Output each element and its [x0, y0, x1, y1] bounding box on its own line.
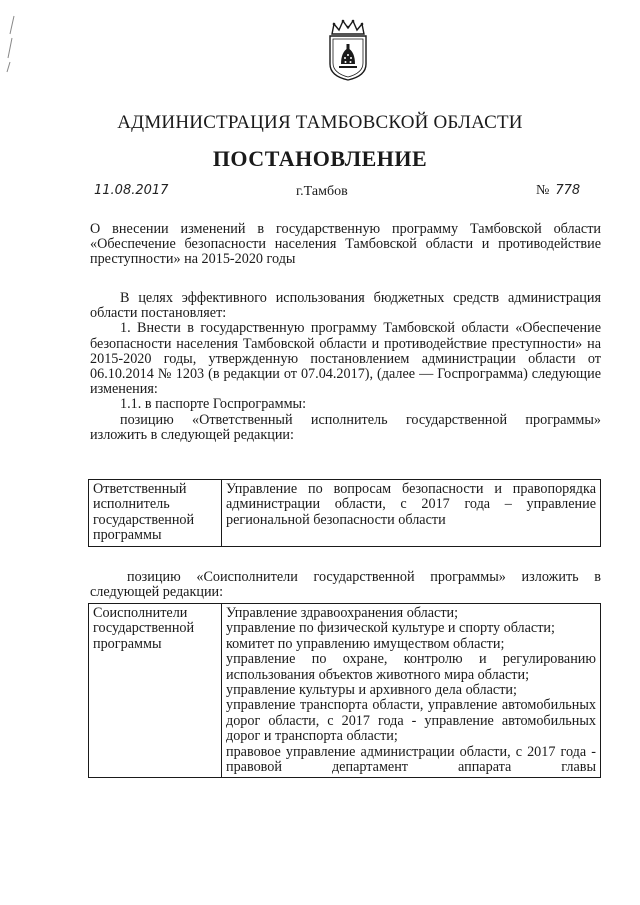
paragraph-position-2-wrap — [90, 570, 601, 600]
table-row — [89, 480, 601, 547]
paragraph-intro: В целях эффективного использования бюджетных средств администрация области постановляет: — [90, 290, 601, 322]
agency-name: АДМИНИСТРАЦИЯ ТАМБОВСКОЙ ОБЛАСТИ — [117, 112, 523, 133]
document-body — [90, 291, 601, 443]
paragraph-position-2: позицию «Соисполнители государственной программы» изложить в следующей редакции: — [90, 569, 601, 601]
number-prefix: № — [536, 183, 550, 198]
list-item: управление транспорта области, управление автомобильных дорог области, с 2017 года - управление автомобильных дорог и транспорта области; — [226, 697, 596, 745]
document-city: г.Тамбов — [296, 184, 348, 199]
co-executors-table — [88, 603, 601, 778]
list-item: управление по охране, контролю и регулированию использования объектов животного мира области; — [226, 651, 596, 683]
list-item: комитет по управлению имуществом области; — [226, 635, 505, 652]
table-label-cell: Ответственный исполнитель государственной программы — [89, 480, 222, 547]
coat-of-arms-emblem — [322, 18, 374, 82]
list-item: управление по физической культуре и спорту области; — [226, 620, 555, 637]
paragraph-item-1: 1. Внести в государственную программу Тамбовской области «Обеспечение безопасности населения Тамбовской области и противодействие преступности» на 2015-2020 годы, утвержденную постановлением администрации области от 06.10.2014 № 1203 (в редакции от 07.04.2017), (далее — Госпрограмма) следующие изменения: — [90, 320, 601, 398]
table-row — [89, 604, 601, 778]
scan-mark — [4, 14, 18, 74]
list-item: правовое управление администрации области, с 2017 года - правовой департамент аппарата главы — [226, 743, 596, 776]
document-title: О внесении изменений в государственную программу Тамбовской области «Обеспечение безопасности населения Тамбовской области и противодействие преступности» на 2015-2020 годы — [90, 221, 601, 268]
responsible-executor-table — [88, 479, 601, 547]
paragraph-position-1: позицию «Ответственный исполнитель государственной программы» изложить в следующей редакции: — [90, 411, 601, 443]
document-number — [536, 183, 580, 199]
document-date: 11.08.2017 — [94, 183, 169, 198]
table-value-cell — [222, 604, 601, 778]
list-item: управление культуры и архивного дела области; — [226, 682, 517, 699]
list-item: Управление здравоохранения области; — [226, 605, 459, 621]
paragraph-item-1-1: 1.1. в паспорте Госпрограммы: — [120, 396, 307, 413]
document-type: ПОСТАНОВЛЕНИЕ — [212, 146, 428, 171]
table-value-cell: Управление по вопросам безопасности и правопорядка администрации области, с 2017 года – управление региональной безопасности области — [222, 480, 601, 547]
number-value: 778 — [555, 183, 581, 198]
table-label-cell: Соисполнители государственной программы — [89, 604, 222, 778]
